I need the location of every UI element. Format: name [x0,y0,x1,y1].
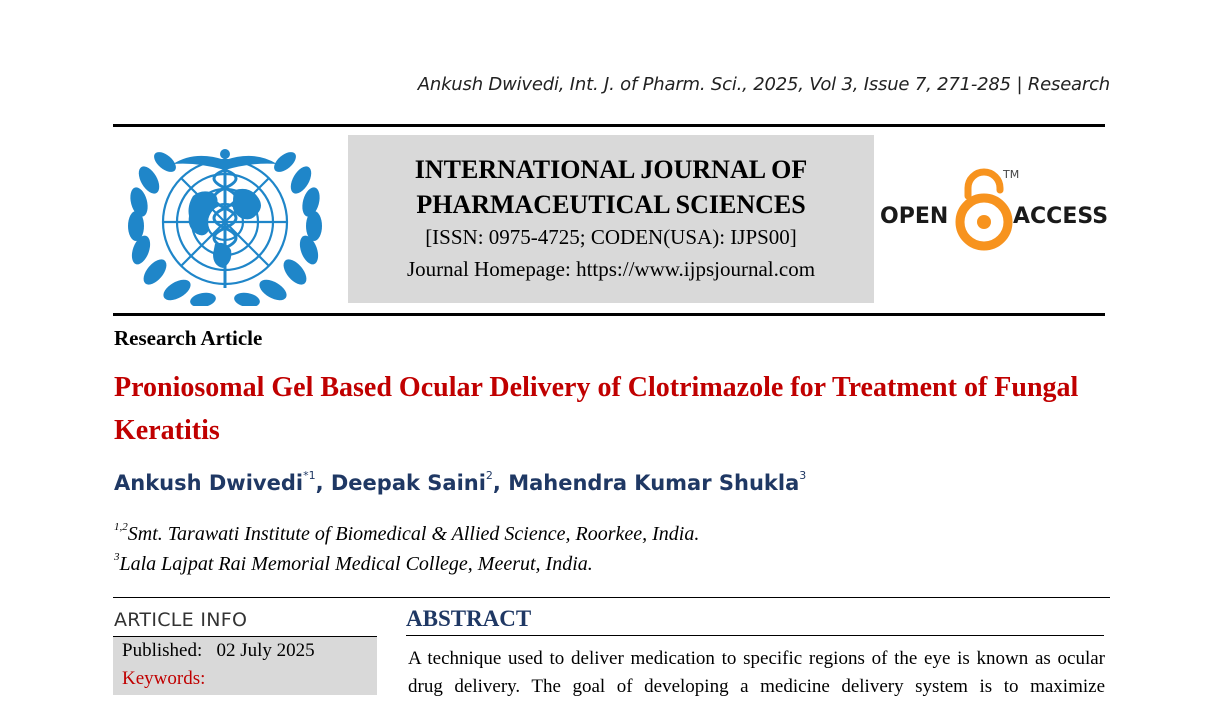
keywords-label: Keywords: [122,668,206,689]
abstract-text [408,645,1105,701]
affiliation-text: Lala Lajpat Rai Memorial Medical College, Meerut, India. [119,553,593,575]
affiliation-sup: 1,2 [114,521,128,533]
header-top-rule [113,124,1105,127]
article-info-heading: ARTICLE INFO [114,609,248,631]
author-list [114,471,806,495]
open-access-right-text: ACCESS [1013,204,1109,229]
open-access-left-text: OPEN [880,204,949,229]
header-bottom-rule [113,313,1105,316]
open-access-tm: TM [1003,168,1020,181]
affiliation-2 [114,553,593,576]
author-name: Mahendra Kumar Shukla [508,471,800,495]
open-access-logo [880,166,1110,252]
laurel-right [233,148,323,306]
author-name: Deepak Saini [330,471,486,495]
running-header-citation: Ankush Dwivedi, Int. J. of Pharm. Sci., 2025, Vol 3, Issue 7, 271-285 | Research [417,74,1110,95]
article-title: Proniosomal Gel Based Ocular Delivery of Clotrimazole for Treatment of Fungal Keratitis [114,372,1079,446]
author-name: Ankush Dwivedi [114,471,304,495]
journal-title-line1: INTERNATIONAL JOURNAL OF [414,155,808,184]
author-sup: *1 [303,469,316,482]
journal-title-line2: PHARMACEUTICAL SCIENCES [416,190,806,219]
abstract-heading: ABSTRACT [406,606,532,631]
affiliation-1 [114,523,699,546]
abstract-line: A technique used to deliver medication to specific regions of the eye is known as ocular [408,648,1105,669]
author-sup: 2 [485,469,493,482]
article-type: Research Article [114,326,263,350]
affiliation-text: Smt. Tarawati Institute of Biomedical & Allied Science, Roorkee, India. [127,523,700,545]
author-sep: , [315,471,331,495]
open-lock-icon [960,172,1008,246]
author-sep: , [492,471,509,495]
abstract-line: drug delivery. The goal of developing a medicine delivery system is to maximize [408,676,1105,697]
author-sup: 3 [799,469,807,482]
journal-homepage: Journal Homepage: https://www.ijpsjournal.com [406,257,816,281]
article-info-box [113,637,377,695]
published-date: Published: 02 July 2025 [122,640,315,661]
section-divider [113,597,1110,598]
affiliation-sup: 3 [114,551,120,563]
journal-issn: [ISSN: 0975-4725; CODEN(USA): IJPS00] [425,225,797,249]
journal-emblem-logo [127,140,323,306]
journal-title-box [348,135,874,303]
abstract-rule [406,635,1104,636]
